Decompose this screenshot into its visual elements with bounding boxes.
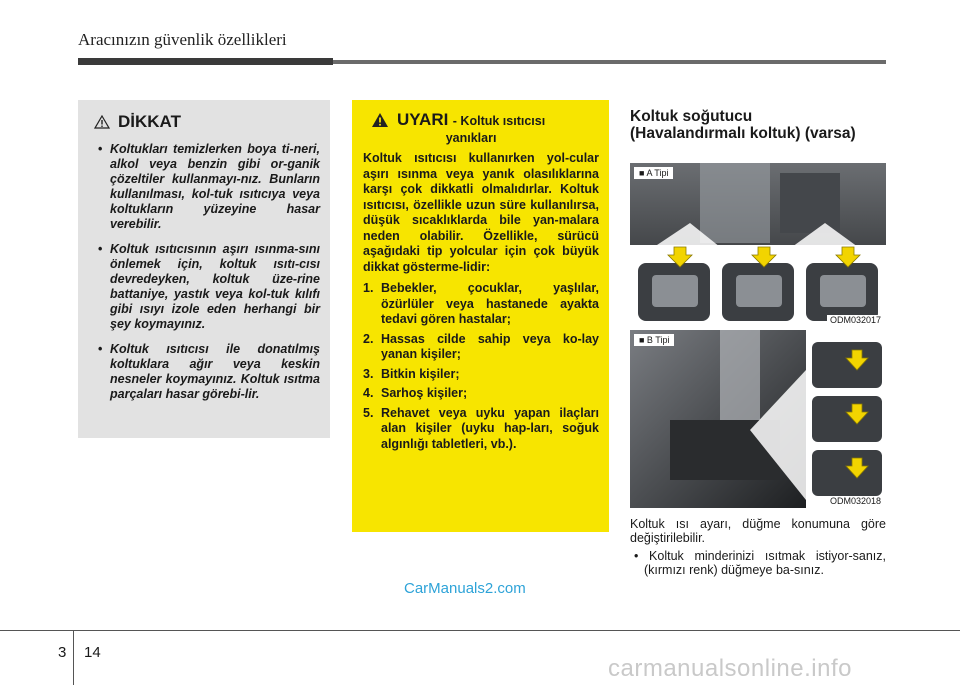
page-number: 14: [84, 644, 101, 661]
caution-item: • Koltuk ısıtıcısı ile donatılmış koltuklara ağır veya keskin nesneler koymayınız. Koltuk ısıtma parçaları hasar görebi-lir.: [90, 342, 320, 402]
warning-list: [363, 281, 599, 452]
warning-item: 3. Bitkin kişiler;: [363, 366, 460, 381]
warning-header: [363, 110, 599, 145]
chapter-number: 3: [58, 644, 67, 661]
warning-item: 4. Sarhoş kişiler;: [363, 386, 468, 400]
figure-a: [630, 163, 886, 327]
caution-item: • Koltukları temizlerken boya ti-neri, alkol veya benzin gibi or-ganik çözeltiler kullanmayı-nız. Bunların kullanılması, kol-tuk ısıtıcıya veya koltukların yüzeyine hasar verebilir.: [90, 142, 320, 232]
warning-box: [352, 100, 609, 532]
seat-button-illustration-a: [630, 163, 886, 327]
section-body: [630, 517, 886, 581]
warning-intro: Koltuk ısıtıcısı kullanırken yol-cular aşırı ısınma veya yanık olasılıklarına karşı çok dikkatli olmalıdırlar. Koltuk ısıtıcısı, özellikle uzun süre kullanılırsa, düşük sıcaklıklarda bile yan-malara neden olabilir. Özellikle, sürücü aşağıdaki tip yolcular için çok büyük dikkat gösterme-lidir:: [363, 151, 599, 274]
figure-b-code: ODM032018: [827, 496, 884, 506]
figure-b: [630, 330, 886, 508]
caution-list: [90, 142, 320, 402]
footer-divider: [73, 630, 74, 685]
section-bullet: • Koltuk minderinizi ısıtmak istiyor-sanız, (kırmızı renk) düğmeye ba-sınız.: [634, 549, 886, 577]
warning-title: UYARI: [397, 110, 449, 129]
footer-rule: [0, 630, 960, 631]
footer-site-watermark: carmanualsonline.info: [608, 655, 852, 682]
caution-header: [90, 112, 320, 132]
caution-item: • Koltuk ısıtıcısının aşırı ısınma-sını önlemek için, koltuk ısıtı-cısı devredeyken, koltuk üze-rine battaniye, yastık veya kol-tuk kılıfı gibi ısıyı izole eden herhangi bir şey koymayınız.: [90, 242, 320, 332]
warning-item: 5. Rehavet veya uyku yapan ilaçları alan kişiler (uyku hap-ları, soğuk algınlığı tabletleri, vb.).: [363, 405, 599, 451]
section-paragraph: Koltuk ısı ayarı, düğme konumuna göre değiştirilebilir.: [630, 517, 886, 545]
caution-box: [78, 100, 330, 438]
warning-item: 2. Hassas cilde sahip veya ko-lay yanan kişiler;: [363, 331, 599, 361]
caution-title: DİKKAT: [118, 112, 181, 131]
warning-subtitle-cont: yanıkları: [445, 131, 497, 145]
watermark-link[interactable]: CarManuals2.com: [404, 580, 526, 597]
warning-triangle-icon: [371, 112, 389, 128]
figure-a-label: ■ A Tipi: [634, 167, 673, 179]
header-title: Aracınızın güvenlik özellikleri: [78, 30, 287, 49]
seat-button-illustration-b: [630, 330, 886, 508]
warning-item: 1. Bebekler, çocuklar, yaşlılar, özürlüler veya hastanede ayakta tedavi gören hastalar;: [363, 281, 599, 326]
figure-b-label: ■ B Tipi: [634, 334, 674, 346]
header-rule-accent: [78, 58, 333, 65]
warning-subtitle: - Koltuk ısıtıcısı: [452, 114, 546, 128]
section-title: Koltuk soğutucu (Havalandırmalı koltuk) (varsa): [630, 108, 856, 142]
figure-a-code: ODM032017: [827, 315, 884, 325]
warning-triangle-icon: [94, 115, 110, 129]
